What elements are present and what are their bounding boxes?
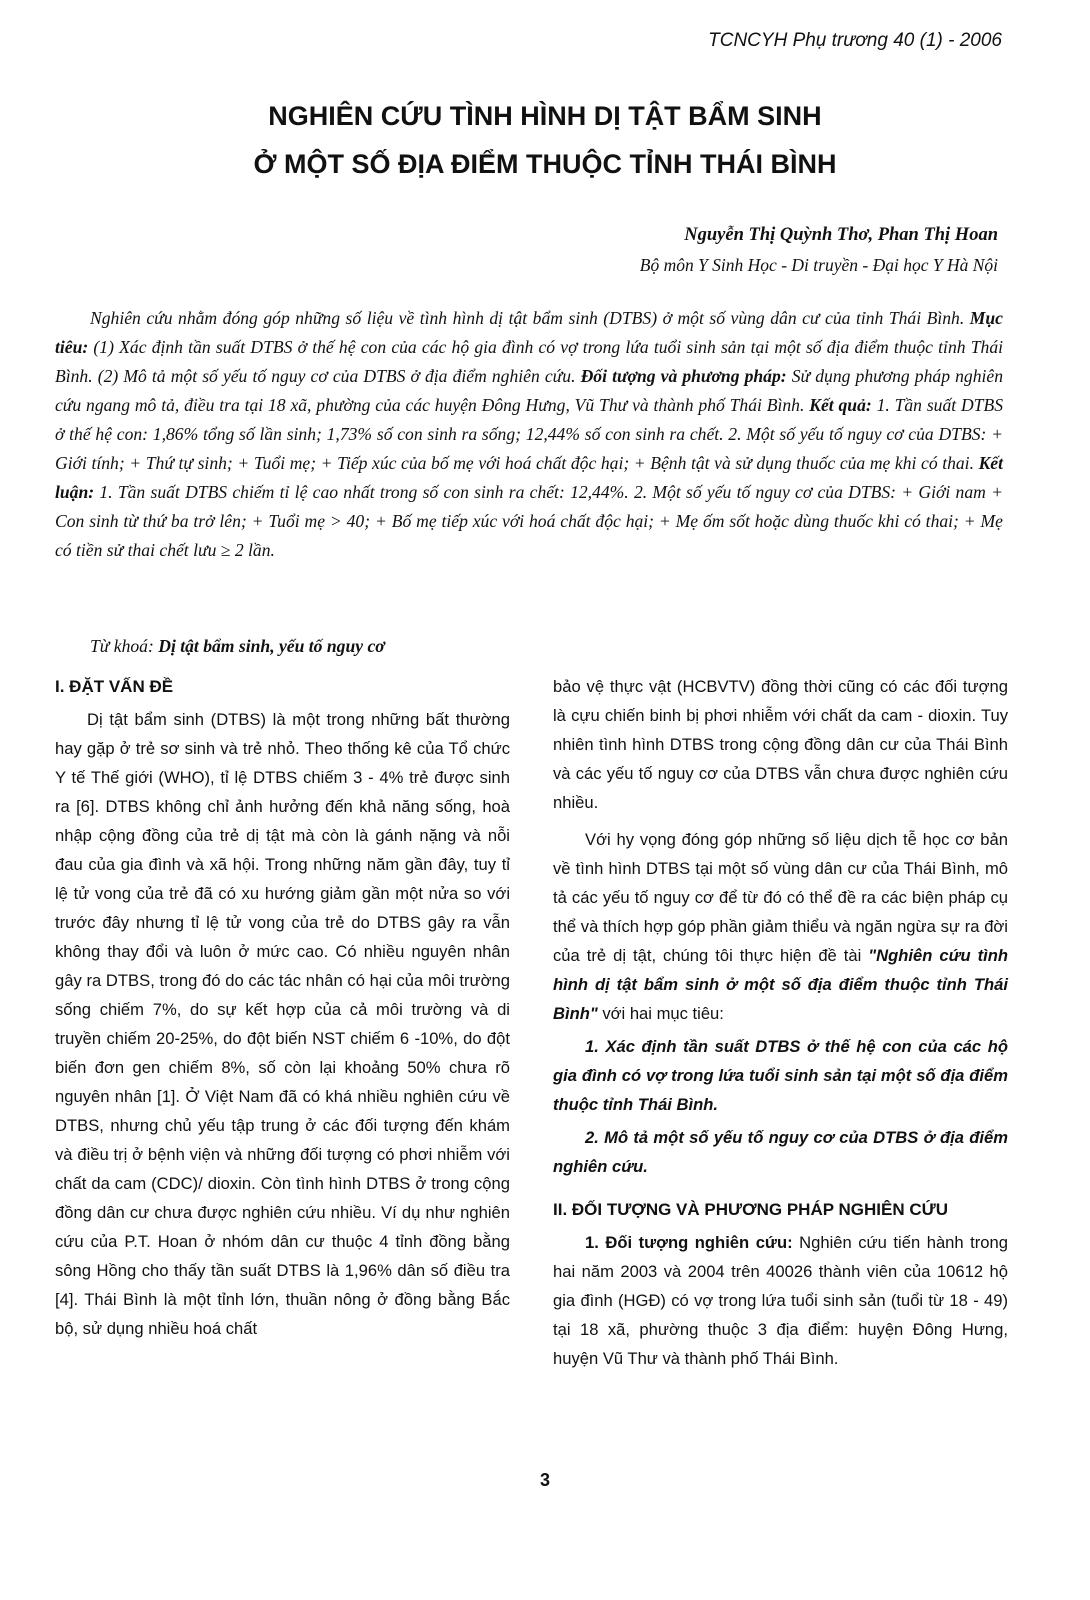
abstract-label-objective: Mục tiêu: [55, 308, 1003, 357]
section-heading: I. ĐẶT VẤN ĐỀ [55, 677, 174, 696]
keywords-value: Dị tật bẩm sinh, yếu tố nguy cơ [153, 636, 385, 656]
paragraph-text: Nghiên cứu tiến hành trong hai năm 2003 và 2004 trên 40026 thành viên của 10612 hộ gia đình (HGĐ) có vợ trong lứa tuổi sinh sản (tuổi từ 18 - 49) tại 18 xã, phường thuộc 3 địa điểm: huyện Đông Hưng, huyện Vũ Thư và thành phố Thái Bình. [553, 1233, 1008, 1368]
left-column [55, 672, 510, 1343]
abstract-text: Nghiên cứu nhằm đóng góp những số liệu về tình hình dị tật bẩm sinh (DTBS) ở một số vùng dân cư của tỉnh Thái Bình. [90, 308, 970, 328]
abstract-text: Sử dụng phương pháp nghiên cứu ngang mô tả, điều tra tại 18 xã, phường của các huyện Đông Hưng, Vũ Thư và thành phố Thái Bình. [55, 366, 1003, 415]
journal-header: TCNCYH Phụ trương 40 (1) - 2006 [708, 30, 1002, 51]
subsection-label: 1. Đối tượng nghiên cứu: [585, 1233, 793, 1252]
paragraph: bảo vệ thực vật (HCBVTV) đồng thời cũng có các đối tượng là cựu chiến binh bị phơi nhiễm với chất da cam - dioxin. Tuy nhiên tình hình DTBS trong cộng đồng dân cư của Thái Bình và các yếu tố nguy cơ của DTBS vẫn chưa được nghiên cứu nhiều. [553, 677, 1008, 812]
paragraph-text: với hai mục tiêu: [597, 1004, 724, 1023]
abstract-label-methods: Đối tượng và phương pháp: [580, 366, 787, 386]
abstract [55, 304, 1003, 565]
right-column [553, 672, 1008, 1373]
abstract-text: 1. Tần suất DTBS chiếm tỉ lệ cao nhất trong số con sinh ra chết: 12,44%. 2. Một số yếu tố nguy cơ của DTBS: + Giới nam + Con sinh từ thứ ba trở lên; + Tuổi mẹ > 40; + Bố mẹ tiếp xúc với hoá chất độc hại; + Mẹ ốm sốt hoặc dùng thuốc khi có thai; + Mẹ có tiền sử thai chết lưu ≥ 2 lần. [55, 482, 1003, 560]
authors: Nguyễn Thị Quỳnh Thơ, Phan Thị Hoan [684, 225, 998, 245]
paragraph [553, 1228, 1008, 1373]
paragraph-text: Với hy vọng đóng góp những số liệu dịch tễ học cơ bản về tình hình DTBS tại một số vùng dân cư của Thái Bình, mô tả các yếu tố nguy cơ để từ đó có thể đề ra các biện pháp cụ thể và thích hợp góp phần giảm thiểu và ngăn ngừa sự ra đời của trẻ dị tật, chúng tôi thực hiện đề tài [553, 830, 1008, 965]
page-number: 3 [539, 1470, 550, 1490]
goal-1: 1. Xác định tần suất DTBS ở thế hệ con của các hộ gia đình có vợ trong lứa tuổi sinh sản tại một số địa điểm thuộc tỉnh Thái Bình. [553, 1037, 1008, 1114]
abstract-text: (1) Xác định tần suất DTBS ở thế hệ con của các hộ gia đình có vợ trong lứa tuổi sinh sản tại một số địa điểm thuộc tỉnh Thái Bình. (2) Mô tả một số yếu tố nguy cơ của DTBS ở địa điểm nghiên cứu. [55, 337, 1003, 386]
abstract-label-results: Kết quả: [809, 395, 872, 415]
keywords-label: Từ khoá: [90, 636, 154, 656]
abstract-text: 1. Tần suất DTBS ở thế hệ con: 1,86% tổng số lần sinh; 1,73% số con sinh ra sống; 12,44% số con sinh ra chết. 2. Một số yếu tố nguy cơ của DTBS: + Giới tính; + Thứ tự sinh; + Tuổi mẹ; + Tiếp xúc của bố mẹ với hoá chất độc hại; + Bệnh tật và sử dụng thuốc của mẹ khi có thai. [55, 395, 1004, 473]
keywords [90, 632, 385, 661]
study-title: "Nghiên cứu tình hình dị tật bẩm sinh ở một số địa điểm thuộc tỉnh Thái Bình" [553, 946, 1008, 1023]
paragraph: Dị tật bẩm sinh (DTBS) là một trong những bất thường hay gặp ở trẻ sơ sinh và trẻ nhỏ. Theo thống kê của Tổ chức Y tế Thế giới (WHO), tỉ lệ DTBS chiếm 3 - 4% trẻ được sinh ra [6]. DTBS không chỉ ảnh hưởng đến khả năng sống, hoà nhập cộng đồng của trẻ dị tật mà còn là gánh nặng và nỗi đau của gia đình và xã hội. Trong những năm gần đây, tuy tỉ lệ tử vong của trẻ đã có xu hướng giảm gần một nửa so với trước đây nhưng tỉ lệ tử vong của trẻ do DTBS gây ra vẫn không thay đổi và luôn ở mức cao. Có nhiều nguyên nhân gây ra DTBS, trong đó do các tác nhân có hại của môi trường sống chiếm 7%, do sự kết hợp của cả môi trường và di truyền chiếm 20-25%, do đột biến NST chiếm 6 -10%, do đột biến đơn gen chiếm 8%, số còn lại khoảng 50% chưa rõ nguyên nhân [1]. Ở Việt Nam đã có khá nhiều nghiên cứu về DTBS, nhưng chủ yếu tập trung ở các đối tượng đến khám và điều trị ở bệnh viện và những đối tượng có phơi nhiễm với chất da cam (CDC)/ dioxin. Còn tình hình DTBS ở trong cộng đồng dân cư chưa được nghiên cứu nhiều. Ví dụ như nghiên cứu của P.T. Hoan ở nhóm dân cư thuộc 4 tỉnh đồng bằng sông Hồng cho thấy tần suất DTBS là 1,96% dân số điều tra [4]. Thái Bình là một tỉnh lớn, thuần nông ở đồng bằng Bắc bộ, sử dụng nhiều hoá chất [55, 710, 510, 1338]
article-title [0, 92, 1090, 188]
abstract-label-conclusion: Kết luận: [55, 453, 1003, 502]
section-heading: II. ĐỐI TƯỢNG VÀ PHƯƠNG PHÁP NGHIÊN CỨU [553, 1200, 948, 1219]
title-line-2: Ở MỘT SỐ ĐỊA ĐIỂM THUỘC TỈNH THÁI BÌNH [253, 149, 837, 179]
title-line-1: NGHIÊN CỨU TÌNH HÌNH DỊ TẬT BẨM SINH [268, 101, 822, 131]
affiliation: Bộ môn Y Sinh Học - Di truyền - Đại học Y Hà Nội [639, 255, 998, 275]
goal-2: 2. Mô tả một số yếu tố nguy cơ của DTBS ở địa điểm nghiên cứu. [553, 1128, 1008, 1176]
paragraph [553, 825, 1008, 1028]
author-block [640, 220, 998, 280]
